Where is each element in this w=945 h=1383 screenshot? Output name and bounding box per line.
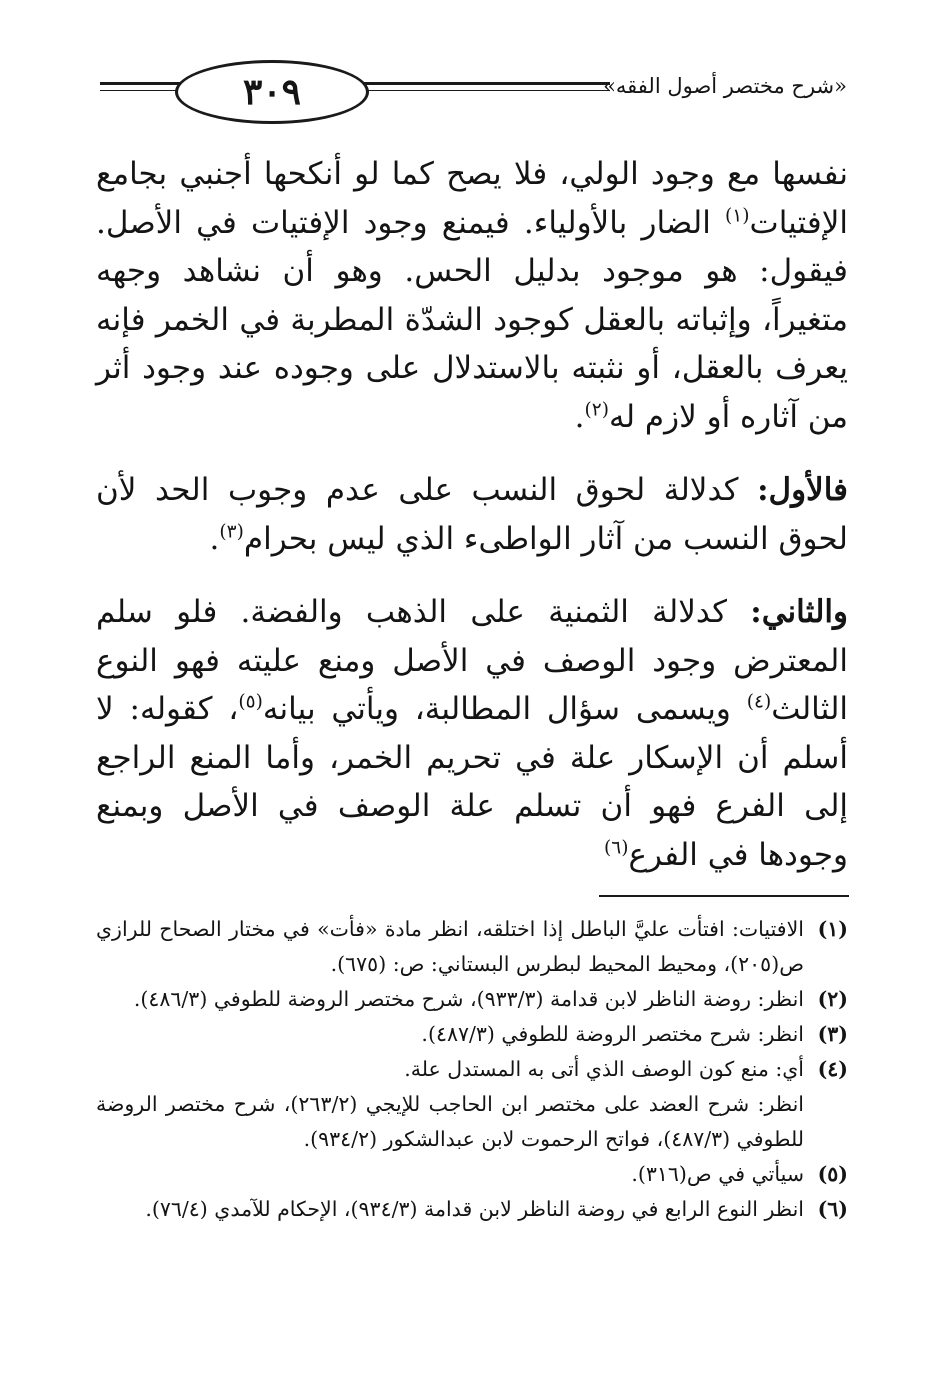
paragraph: [96, 466, 848, 563]
footnote-ref: (٣): [219, 521, 244, 543]
footnote-text: سيأتي في ص(٣١٦).: [631, 1162, 804, 1186]
footnote-ref: (٢): [584, 399, 609, 421]
header-rule: [100, 90, 180, 91]
footnote-text: انظر: شرح مختصر الروضة للطوفي (٤٨٧/٣).: [421, 1022, 804, 1046]
footnote-text: أي: منع كون الوصف الذي أتى به المستدل علة.: [404, 1057, 804, 1081]
paragraph-lead: والثاني:: [750, 594, 848, 630]
footnote: [96, 1157, 848, 1192]
running-title: «شرح مختصر أصول الفقه»: [603, 74, 847, 98]
main-text: [96, 150, 848, 879]
footnote-ref: (١): [725, 205, 750, 227]
header-rule: [358, 90, 610, 91]
footnote: [96, 912, 848, 982]
text-span: كدلالة لحوق النسب على عدم وجوب الحد لأن لحوق النسب من آثار الواطىء الذي ليس بحرام: [96, 472, 848, 557]
footnote-ref: (٦): [604, 837, 629, 859]
footnote-text: انظر النوع الرابع في روضة الناظر لابن قدامة (٩٣٤/٣)، الإحكام للآمدي (٧٦/٤).: [145, 1197, 804, 1221]
footnote: [96, 1052, 848, 1087]
footnote-separator: [599, 895, 849, 897]
footnote-number: (٢): [817, 987, 848, 1011]
text-span: ، كقوله: لا أسلم أن الإسكار علة في تحريم الخمر، وأما المنع الراجع إلى الفرع فهو أن تسلم علة الوصف في الأصل وبمنع وجودها في الفرع: [96, 691, 848, 873]
footnotes: [96, 912, 848, 1227]
page-header: [100, 58, 847, 128]
footnote: [96, 1017, 848, 1052]
footnote-ref: (٤): [746, 691, 772, 713]
paragraph: [96, 588, 848, 879]
text-span: كدلالة الثمنية على الذهب والفضة. فلو سلم المعترض وجود الوصف في الأصل ومنع عليته فهو النوع الثالث: [96, 594, 849, 727]
paragraph-lead: فالأول:: [757, 472, 848, 508]
page-number: ٣٠٩: [175, 60, 369, 124]
footnote-number: (٣): [817, 1022, 848, 1046]
footnote: [96, 1192, 848, 1227]
footnote-number: (١): [817, 917, 848, 941]
footnote-number: (٦): [817, 1197, 848, 1221]
header-rule: [358, 82, 610, 85]
footnote: [96, 982, 848, 1017]
footnote-number: (٥): [817, 1162, 848, 1186]
footnote-number: (٤): [817, 1057, 848, 1081]
footnote-text: انظر: روضة الناظر لابن قدامة (٩٣٣/٣)، شرح مختصر الروضة للطوفي (٤٨٦/٣).: [133, 987, 804, 1011]
text-span: ويسمى سؤال المطالبة، ويأتي بيانه: [262, 691, 747, 727]
header-rule: [100, 82, 180, 85]
paragraph: [96, 150, 848, 441]
footnote-text: الافتيات: افتأت عليَّ الباطل إذا اختلقه، انظر مادة «فأت» في مختار الصحاح للرازي ص(٢٠٥)، ومحيط المحيط لبطرس البستاني: ص: (٦٧٥).: [96, 917, 804, 976]
text-span: .: [209, 520, 220, 557]
footnote-ref: (٥): [238, 691, 263, 713]
text-span: نفسها مع وجود الولي، فلا يصح كما لو أنكحها أجنبي بجامع الإفتيات: [96, 156, 848, 241]
footnote-continuation: انظر: شرح العضد على مختصر ابن الحاجب للإيجي (٢٦٣/٢)، شرح مختصر الروضة للطوفي (٤٨٧/٣)، فواتح الرحموت لابن عبدالشكور (٩٣٤/٢).: [96, 1092, 804, 1151]
text-span: .: [574, 398, 585, 435]
text-span: الضار بالأولياء. فيمنع وجود الإفتيات في الأصل. فيقول: هو موجود بدليل الحس. وهو أن نشاهد وجهه متغيراً، وإثباته بالعقل كوجود الشدّة المطربة في الخمر فإنه يعرف بالعقل، أو نثبته بالاستدلال على وجوده عند وجود أثر من آثاره أو لازم له: [96, 204, 848, 435]
